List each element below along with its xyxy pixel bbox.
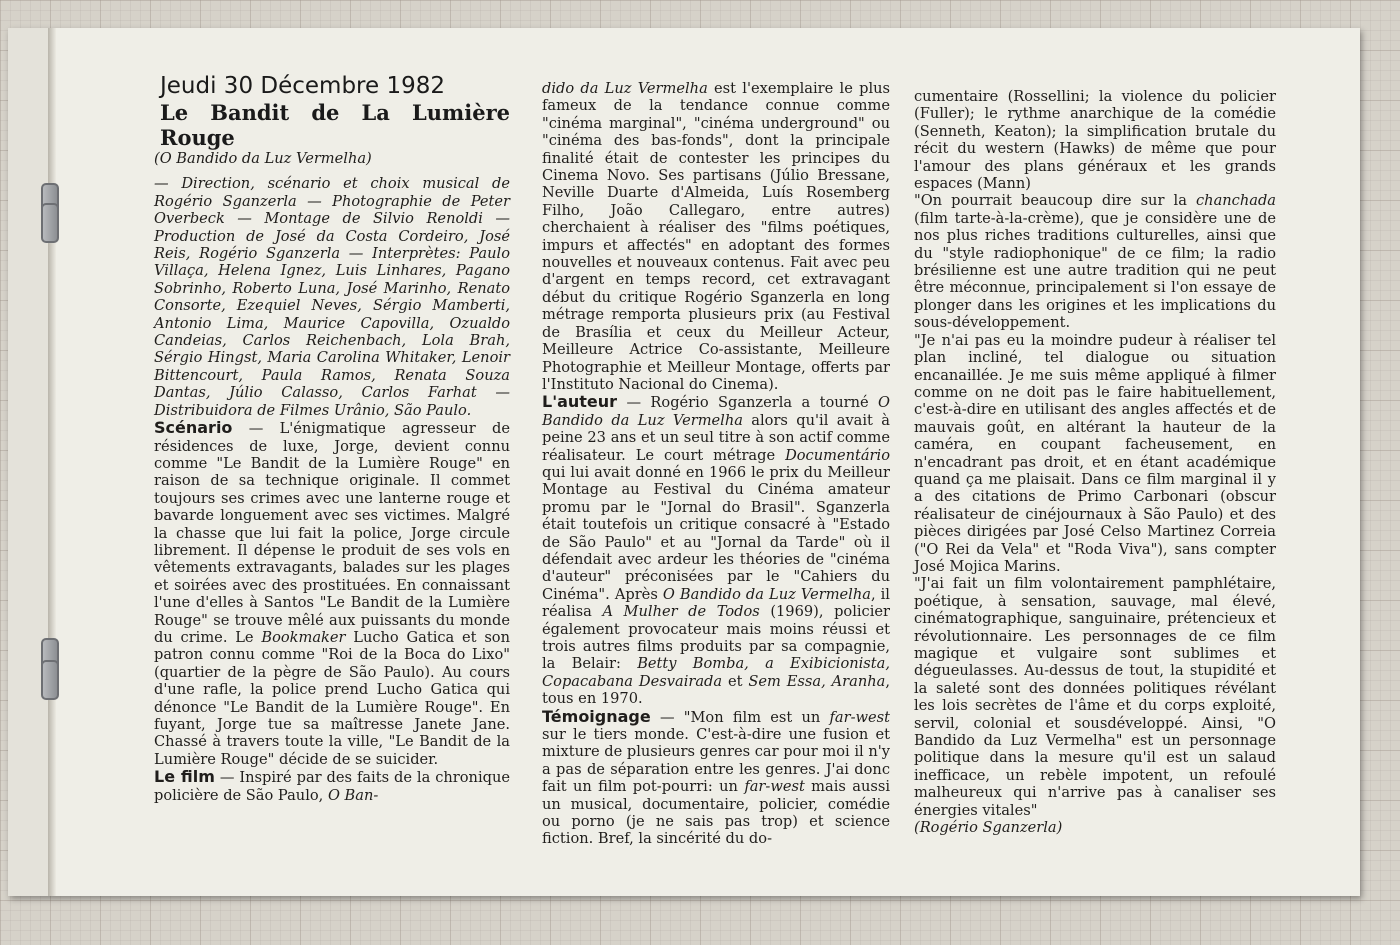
auteur-text: et: [722, 672, 749, 690]
auteur-italic: Betty Bomba, a Exibicionista, Copacabana Desvairada: [542, 655, 890, 690]
program-date: Jeudi 30 Décembre 1982: [160, 73, 445, 99]
film-text-cont: est l'exemplaire le plus fameux de la tendance connue comme "cinéma marginal", "cinéma underground" ou "cinéma des bas-fonds", dont la principale finalité était de contester les principes du Cinema Novo. Ses partisans (Júlio Bressane, Neville Duarte d'Almeida, Luís Rosemberg Filho, João Callegaro, entre autres) cherchaient à réaliser des "films poétiques, impurs et affectés" en adoptant des formes nouvelles et nouveaux contenus. Fait avec peu d'argent en temps record, cet extravagant début du critique Rogério Sganzerla en long métrage remporta plusieurs prix (au Festival de Brasília et ceux du Meilleur Acteur, Meilleure Actrice Co-assistante, Meilleure Photographie et Meilleur Montage, offerts par l'Instituto Nacional do Cinema).: [542, 80, 890, 393]
film-italic-cont: dido da Luz Vermelha: [542, 80, 708, 97]
booklet: [8, 28, 1360, 896]
auteur-text: , tous en 1970.: [542, 672, 890, 708]
back-page: [8, 28, 49, 896]
auteur-text: qui lui avait donné en 1966 le prix du Meilleur Montage au Festival du Cinéma amateur promu par le "Jornal do Brasil". Sganzerla était toutefois un critique consacré à "Estado de São Paulo" et au "Jornal da Tarde" où il défendait avec ardeur les théories de "cinéma d'auteur" préconisées par le "Cahiers du Cinéma". Après: [542, 463, 890, 603]
auteur-italic: Sem Essa, Aranha: [748, 672, 886, 690]
temoignage-heading: Témoignage: [542, 706, 651, 726]
document-page: [56, 28, 1360, 896]
film-italic: O Ban-: [327, 786, 379, 804]
testimony-italic: chanchada: [1196, 192, 1276, 210]
scenario-text-2: Lucho Gatica et son patron connu comme "Roi de la Boca do Lixo" (quartier de la pègre de São Paulo). Au cours d'une rafle, la police prend Lucho Gatica qui dénonce "Le Bandit de la Lumière Rouge". En fuyant, Jorge tue sa maîtresse Janete Jane. Chassé à travers toute la ville, "Le Bandit de la Lumière Rouge" décide de se suicider.: [154, 628, 510, 768]
temoignage-italic: far-west: [829, 708, 890, 726]
scenario-text: — L'énigmatique agresseur de résidences de luxe, Jorge, devient connu comme "Le Bandit de la Lumière Rouge" en raison de sa technique originale. Il commet toujours ses crimes avec une lanterne rouge et bavarde longuement avec ses victimes. Malgré la chasse que lui fait la police, Jorge circule librement. Il dépense le produit de ses vols en vêtements extravagants, balades sur les plages et soirées avec des prostituées. En connaissant l'une d'elles à Santos "Le Bandit de la Lumière Rouge" se trouve mêlé aux puissants du monde du crime. Le: [154, 420, 510, 646]
film-credits: — Direction, scénario et choix musical de Rogério Sganzerla — Photographie de Peter Overbeck — Montage de Silvio Renoldi — Production de José da Costa Cordeiro, José Reis, Rogério Sganzerla — Interprètes: Paulo Villaça, Helena Ignez, Luis Linhares, Pagano Sobrinho, Roberto Luna, José Marinho, Renato Consorte, Ezequiel Neves, Sérgio Mamberti, Antonio Lima, Maurice Capovilla, Ozualdo Candeias, Carlos Reichenbach, Lola Brah, Sérgio Hingst, Maria Carolina Whitaker, Lenoir Bittencourt, Paula Ramos, Renata Souza Dantas, Júlio Calasso, Carlos Farhat — Distribuidora de Filmes Urânio, São Paulo.: [154, 175, 510, 419]
auteur-italic: O Bandido da Luz Vermelha: [662, 585, 871, 603]
auteur-text: — Rogério Sganzerla a tourné: [617, 394, 879, 412]
testimony-paragraph-1: cumentaire (Rossellini; la violence du policier (Fuller); le rythme anarchique de la comédie (Senneth, Keaton); la simplification brutale du récit du western (Hawks) de même que pour l'amour des plans généraux et les grands espaces (Mann): [914, 88, 1276, 193]
testimony-text: (film tarte-à-la-crème), que je considère une de nos plus riches traditions culturelles, ainsi que du "style radiophonique" de ce film; la radio brésilienne est une autre tradition qui ne peut être méconnue, principalement si l'on essaye de plonger dans les origines et les implications du sous-développement.: [914, 209, 1276, 332]
auteur-text: , il réalisa: [542, 585, 890, 621]
temoignage-italic: far-west: [744, 778, 805, 796]
testimony-paragraph-3: "Je n'ai pas eu la moindre pudeur à réaliser tel plan incliné, tel dialogue ou situation encanaillée. Je me suis même appliqué à filmer comme on ne doit pas le faire habituellement, c'est-à-dire en utilisant des angles affectés et de mauvais goût, en altérant la hauteur de la caméra, en coupant facheusement, en n'encadrant pas droit, et en étant académique quand ça me plaisait. Dans ce film marginal il y a des citations de Primo Carbonari (obscur réalisateur de cinéjournaux à São Paulo) et des pièces dirigées par José Celso Martinez Correia ("O Rei da Vela" et "Roda Viva"), sans compter José Mojica Marins.: [914, 331, 1276, 575]
film-title: Le Bandit de La Lumière Rouge: [160, 100, 510, 150]
column-1: [154, 72, 510, 804]
film-section-cont: [542, 80, 890, 393]
auteur-heading: L'auteur: [542, 392, 618, 412]
scenario-italic: Bookmaker: [261, 628, 346, 646]
film-heading: Le film: [154, 767, 215, 787]
temoignage-text: sur le tiers monde. C'est-à-dire une fusion et mixture de plusieurs genres car pour moi il n'y a pas de séparation entre les genres. J'ai donc fait un film pot-pourri: un: [542, 726, 890, 796]
auteur-italic: A Mulher de Todos: [602, 603, 760, 621]
film-text: — Inspiré par des faits de la chronique policière de São Paulo,: [154, 769, 511, 804]
testimony-text: "On pourrait beaucoup dire sur la: [914, 192, 1196, 210]
auteur-text: (1969), policier également provocateur mais moins réussi et trois autres films produits par sa compagnie, la Belair:: [542, 603, 890, 673]
auteur-italic: O Bandido da Luz Vermelha: [542, 394, 890, 429]
film-section: [154, 768, 510, 804]
column-3: [914, 88, 1276, 836]
auteur-italic: Documentário: [785, 446, 890, 464]
column-2: [542, 80, 890, 848]
testimony-paragraph-4: "J'ai fait un film volontairement pamphlétaire, poétique, à sensation, sauvage, mal élevé, cinématographique, sanguinaire, prétencieux et révolutionnaire. Les personnages de ce film magique et vulgaire sont sublimes et dégueulasses. Au-dessus de tout, la stupidité et la saleté sont des données politiques révélant les lois secrètes de l'âme et du corps exploité, servil, colonial et sousdéveloppé. Ainsi, "O Bandido da Luz Vermelha" est un personnage politique dans la mesure qu'il est un salaud inefficace, un rebèle impotent, un refoulé malheureux qui n'arrive pas à canaliser ses énergies vitales": [914, 575, 1276, 819]
scenario-heading: Scénario: [154, 418, 233, 438]
testimony-paragraph-2: [914, 192, 1276, 331]
signature: (Rogério Sganzerla): [914, 819, 1063, 837]
auteur-text: alors qu'il avait à peine 23 ans et un seul titre à son actif comme réalisateur. Le court métrage: [542, 411, 890, 464]
scenario-section: [154, 419, 510, 768]
temoignage-section: [542, 708, 890, 848]
page-fold: [48, 28, 56, 896]
original-title: (O Bandido da Luz Vermelha): [154, 150, 372, 167]
temoignage-text: mais aussi un musical, documentaire, policier, comédie ou porno (je ne sais pas trop) et science fiction. Bref, la sincérité du do-: [542, 778, 890, 848]
temoignage-text: — "Mon film est un: [650, 708, 830, 726]
auteur-section: [542, 393, 890, 707]
